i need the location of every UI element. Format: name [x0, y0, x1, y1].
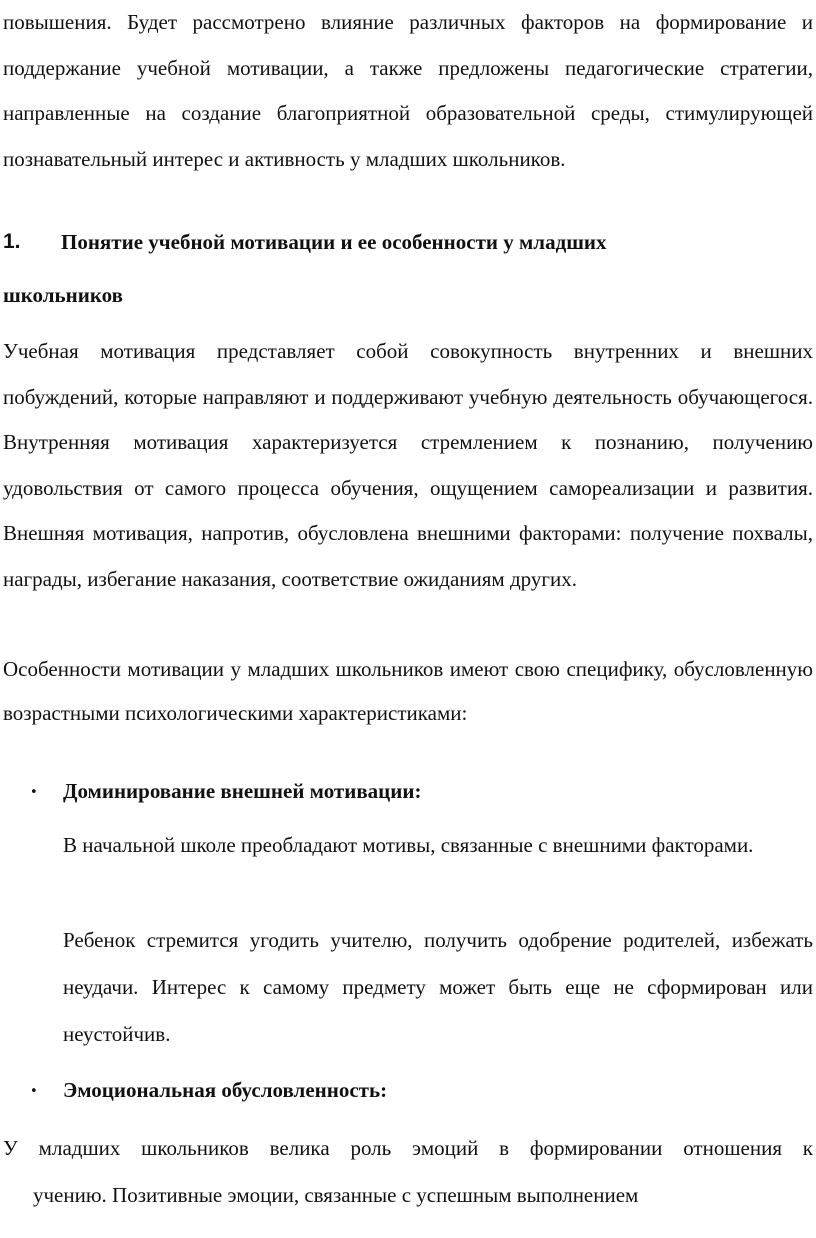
section-heading [3, 222, 813, 266]
bullet-text-emotional-line1: У младших школьников велика роль эмоций в формировании отношения к [3, 1136, 813, 1160]
bullet-text-emotional [3, 1125, 813, 1219]
bullet-title-emotional: Эмоциональная обусловленность: [63, 1078, 388, 1102]
intro-paragraph: повышения. Будет рассмотрено влияние различных факторов на формирование и поддержание учебной мотивации, а также предложены педагогические стратегии, направленные на создание благоприятной образовательной среды, стимулирующей познавательный интерес и активность у младших школьников. [3, 10, 813, 171]
section-title-line1: Понятие учебной мотивации и ее особенности у младших [61, 230, 607, 254]
bullet-text-external-1: В начальной школе преобладают мотивы, связанные с внешними факторами. [63, 833, 754, 857]
bullet-dot-icon: • [30, 785, 38, 800]
bullet-title-external-motivation: Доминирование внешней мотивации: [63, 779, 422, 803]
section-title-line2: школьников [3, 283, 124, 307]
bullet-text-external-2: Ребенок стремится угодить учителю, получить одобрение родителей, избежать неудачи. Интерес к самому предмету может быть еще не сформирован или неустойчив. [63, 928, 813, 1046]
bullet-text-emotional-line2: учению. Позитивные эмоции, связанные с успешным выполнением [33, 1183, 639, 1207]
bullet-dot-icon: • [30, 1084, 38, 1099]
section-number: 1. [3, 230, 21, 253]
body-paragraph-features: Особенности мотивации у младших школьников имеют свою специфику, обусловленную возрастными психологическими характеристиками: [3, 657, 813, 725]
body-paragraph-motivation-definition: Учебная мотивация представляет собой совокупность внутренних и внешних побуждений, которые направляют и поддерживают учебную деятельность обучающегося. Внутренняя мотивация характеризуется стремлением к познанию, получению удовольствия от самого процесса обучения, ощущением самореализации и развития. Внешняя мотивация, напротив, обусловлена внешними факторами: получение похвалы, награды, избегание наказания, соответствие ожиданиям других. [3, 339, 813, 591]
